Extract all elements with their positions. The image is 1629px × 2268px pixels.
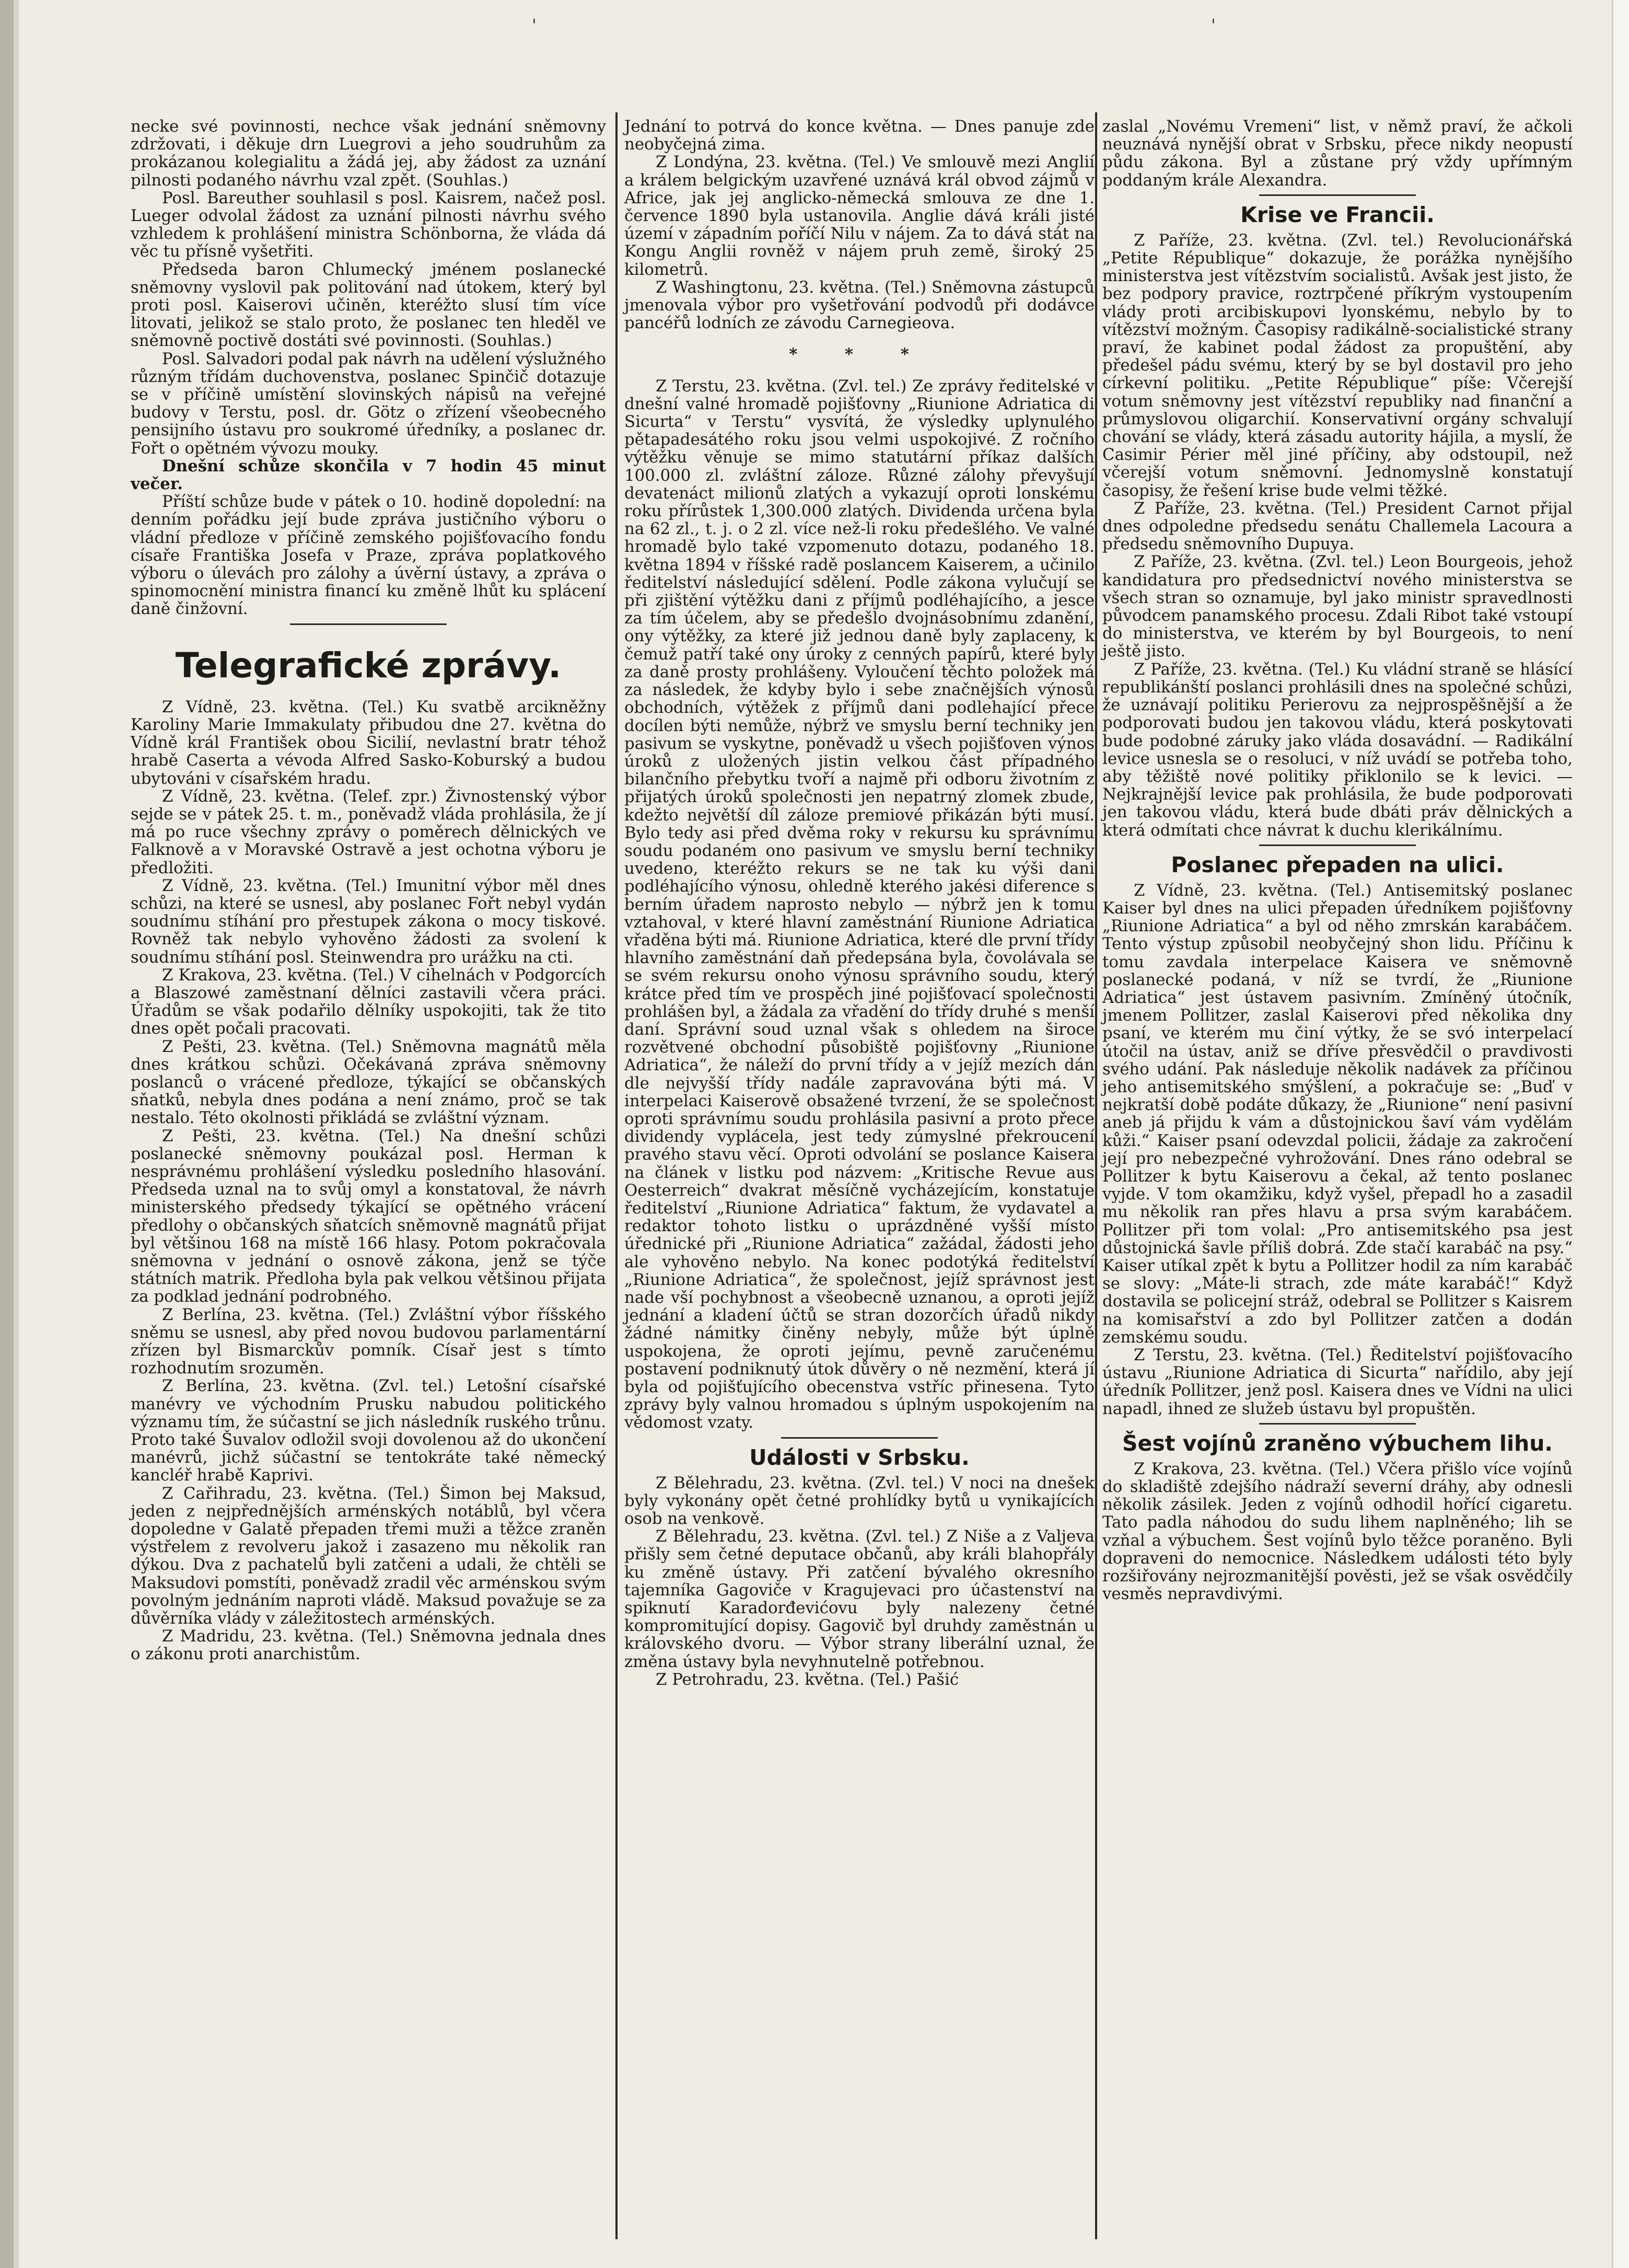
telegram-item: Z Vídně, 23. května. (Tel.) Ku svatbě arcikněžny Karoliny Marie Immakulaty přibudou dne 27. května do Vídně král František obou Sicilií, nevlastní bratr téhož hrabě Caserta a vévoda Alfred Sasko-Koburský a budou ubytováni v císařském hradu.: [131, 697, 606, 788]
telegram-item: Z Bělehradu, 23. května. (Zvl. tel.) V noci na dnešek byly vykonány opět četné prohlídky bytů u vynikajících osob na venkově.: [624, 1473, 1095, 1529]
telegram-item: Z Vídně, 23. května. (Tel.) Antisemitský poslanec Kaiser byl dnes na ulici přepaden úředníkem pojišťovny „Riunione Adriatica“ a byl od něho zmrskán karabáčem. Tento výstup způsobil neobyčejný shon lidu. Příčinu k tomu zavdala interpelace Kaisera ve sněmovně poslanecké podaná, v níž se tvrdí, že „Riunione Adriatica“ jest ústavem pasivním. Zmíněný útočník, jmenem Pollitzer, zaslal Kaiserovi před několika dny psaní, ve kterém mu činí výtky, že se svó interpelací útočil na ústav, aniž se dříve přesvědčil o pravdivosti svého udání. Pak následuje několik nadávek za příčinou jeho antisemitského smýšlení, a pokračuje se: „Buď v nejkratší době podáte důkazy, že „Riunione“ není pasivní aneb já přijdu k vám a důstojnickou šaví vám vydělám kůži.“ Kaiser psaní odevzdal policii, žádaje za zakročení její pro nebezpečné vyhrožování. Dnes ráno odebral se Pollitzer k bytu Kaiserovu a čekal, až tento poslanec vyjde. V tom okamžiku, když vyšel, přepadl ho a zasadil mu několik ran přes hlavu a prsa svým karabáčem. Pollitzer při tom volal: „Pro antisemitského psa jest důstojnická šavle příliš dobrá. Zde stačí karabáč na psy.“ Kaiser utíkal zpět k bytu a Pollitzer hodil za ním karabáč se slovy: „Máte-li strach, zde máte karabáč!“ Když dostavila se policejní stráž, odebral se Pollitzer s Kaisrem na komisařství a zdo byl Pollitzer zatčen a dodán zemskému soudu.: [1102, 881, 1573, 1347]
telegram-item: Z Terstu, 23. května. (Zvl. tel.) Ze zprávy ředitelské v dnešní valné hromadě pojišťovny „Riunione Adriatica di Sicurta“ v Terstu“ vysvítá, že výsledky uplynulého pětapadesátého roku jsou velmi uspokojivé. Z ročního výtěžku věnuje se mimo statutární příkaz dalších 100.000 zl. zvláštní záloze. Různé zálohy převyšují devatenáct milionů zlatých a vykazují oproti lonskému roku přírůstek 1,300.000 zlatých. Dividenda určena byla na 62 zl., t. j. o 2 zl. více než-li roku předešlého. Ve valné hromadě bylo také vzpomenuto dotazu, podaného 18. května 1894 v říšské radě poslancem Kaiserem, a učinilo ředitelství následující sdělení. Podle zákona vylučují se při zjištění výtěžku dani z příjmů podléhajícího, a jesce za tím účelem, aby se předešlo dvojnásobnímu zdanění, ony výtěžky, za které již jednou daně byly zaplaceny, k čemuž patří také ony úroky z cenných papírů, které byly za daně prosty prohlášeny. Vyloučení těchto položek má za následek, že kdyby bylo i sebe značnějších výnosů obchodních, výtěžek z příjmů dani podlehající přece docílen býti nemůže, nýbrž ve smyslu berní techniky jen pasivum se vyskytne, poněvadž u všech pojišťoven výnos úroků z uložených jistin velkou část případného bilančního přebytku tvoří a najmě při odboru životním z přijatých úroků společnosti jen nepatrný zlomek zbude, kdežto největší díl záloze premiové přikázán býti musí. Bylo tedy asi před dvěma roky v rekursu ku správnímu soudu podaném ono pasivum ve smyslu berní techniky uvedeno, kteréžto rekurs se ne tak ku výši dani podléhajícího výnosu, ohledně kterého jakési diference s berním úřadem naprosto nebylo — nýbrž jen k tomu vztahoval, v které hlavní zaměstnání Riunione Adriatica vřaděna býti má. Riunione Adriatica, které dle první třídy hlavního zaměstnání daň předepsána byla, čovolávala se se svém rekursu onoho výnosu správního soudu, který krátce před tím ve prospěch jiné pojišťovací společnosti prohlášen byl, a žádala za vřadění do třídy druhé s menší daní. Správní soud uznal však s ohledem na široce rozvětvené obchodní působiště pojišťovny „Riunione Adriatica“, že náleží do první třídy a v jejíž mezích dán dle nejvyšší třídy nadále zapravována býti má. V interpelaci Kaiserově obsažené tvrzení, že se společnost oproti správnímu soudu prohlásila pasivní a proto přece dividendy vyplácela, jest tedy zúmyslné překroucení pravého stavu věcí. Oproti odvolání se poslance Kaisera na článek v listku pod názvem: „Kritische Revue aus Oesterreich“ dvakrat měsíčně vycházejícím, konstatuje ředitelství „Riunione Adriatica“ faktum, že vydavatel a redaktor tohoto listku o uprázdněné vyšší místo úřednické při „Riunione Adriatica“ zažádal, žádosti jeho ale vyhověno nebylo. Na konec podotýká ředitelství „Riunione Adriatica“, že společnost, jejíž správnost jest nade vší pochybnost a všeobecně uznanou, a oproti jejíž jednání a kladení účtů se stran dozorčích úřadů nikdy žádné námitky činěny nebyly, může být úplně uspokojena, že oproti jejímu, pevně zaručenému postavení podniknutý útok důvěry o ně nezmění, která jí byla od pojišťujícího obecenstva vstříc přinesena. Tyto zprávy byly valnou hromadou s úplným uspokojením na vědomost vzaty.: [624, 376, 1095, 1432]
col3-paragraph: zaslal „Novému Vremeni“ list, v němž praví, že ačkoli neuznává nynější obrat v Srbsku, přece nikdy neopustí půdu zákona. Byl a zůstane prý vždy upřímným poddaným krále Alexandra.: [1102, 117, 1573, 190]
col1-paragraph: Předseda baron Chlumecký jménem poslanecké sněmovny vyslovil pak politování nad útokem, který byl proti posl. Kaiserovi učiněn, kteréžto slusí tím více litovati, jelikož se stalo proto, že poslanec ten hleděl ve sněmovně poctivě dostáti své povinnosti. (Souhlas.): [131, 260, 606, 351]
telegram-item: Z Berlína, 23. května. (Zvl. tel.) Letošní císařské manévry ve východním Prusku nabudou politického významu tím, že súčastní se jich následník ruského trůnu. Proto také Šuvalov odložil svoji dovolenou až do ukončení manévrů, jichž súčastní se tentokráte také německý kancléř hrabě Kaprivi.: [131, 1376, 606, 1485]
telegram-item: Z Paříže, 23. května. (Tel.) President Carnot přijal dnes odpoledne předsedu senátu Challemela Lacoura a předsedu sněmovního Dupuya.: [1102, 499, 1573, 554]
telegram-item: Z Madridu, 23. května. (Tel.) Sněmovna jednala dnes o zákonu proti anarchistům.: [131, 1627, 606, 1664]
heading-telegraficke-zpravy: Telegrafické zprávy.: [175, 645, 562, 686]
column-2: [624, 118, 1095, 1688]
telegram-item: Z Vídně, 23. května. (Tel.) Imunitní výbor měl dnes schůzi, na které se usnesl, aby poslanec Fořt nebyl vydán soudnímu stíhání pro přestupek zákona o mocy tiskové. Rovněž tak nebylo vyhověno žádosti za svolení k soudnímu stíhání posl. Steinwendra pro urážku na cti.: [131, 876, 606, 967]
col2-paragraph: Jednání to potrvá do konce května. — Dnes panuje zde neobyčejná zima.: [624, 117, 1095, 154]
telegram-item: Z Pešti, 23. května. (Tel.) Na dnešní schůzi poslanecké sněmovny poukázal posl. Herman k nesprávnému prohlášení výsledku posledního hlasování. Předseda uznal na to svůj omyl a konstatoval, že návrh ministerského předsedy týkající se opětného vrácení předlohy o občanských sňatcích sněmovně magnátů přijat byl většinou 168 na místě 166 hlasy. Potom pokračovala sněmovna v jednání o osnově zákona, jenž se týče státních matrik. Předloha byla pak velkou většinou přijata za podklad jednání podrobného.: [131, 1126, 606, 1306]
telegram-item: Z Petrohradu, 23. května. (Tel.) Pašić: [656, 1670, 959, 1689]
telegram-item: Z Terstu, 23. května. (Tel.) Ředitelství pojišťovacího ústavu „Riunione Adriatica di Sicurta“ nařídilo, aby její úředník Pollitzer, jenž posl. Kaisera dnes ve Vídni na ulici napadl, ihned ze služeb ústavu byl propuštěn.: [1102, 1346, 1573, 1418]
column-rule-1: [615, 112, 618, 2239]
page-gutter-shade: [14, 0, 19, 2268]
section-divider: [1259, 1423, 1416, 1425]
page-gutter-left: [0, 0, 14, 2268]
asterism: * * *: [789, 345, 930, 364]
telegram-item: Z Cařihradu, 23. května. (Tel.) Šimon bej Maksud, jeden z nejpřednějších arménských notáblů, byl včera dopoledne v Galatě přepaden třemi muži a těžce zraněn výstřelem z revolveru jakož i zasazeno mu několik ran dýkou. Dva z pachatelů byli zatčeni a udali, že chtěli se Maksudovi pomstíti, poněvadž zradil věc arménskou svým povolným jednáním naproti vládě. Maksud považuje se za důvěrníka vlády v záležitostech arménských.: [131, 1484, 606, 1628]
column-1: [131, 118, 606, 1663]
col1-paragraph: Posl. Salvadori podal pak návrh na udělení výslužného různým třídám duchovenstva, poslanec Spinčič dotazuje se v příčině umístění slovinských nápisů na veřejné budovy v Terstu, posl. dr. Götz o zřízení všeobecného pensijního ústavu pro soukromé úředníky, a poslanec dr. Fořt o opětném vývozu mouky.: [131, 349, 606, 458]
telegram-item: Z Vídně, 23. května. (Telef. zpr.) Živnostenský výbor sejde se v pátek 25. t. m., poněvadž vláda prohlásila, že jí má po ruce všechny zprávy o poměrech dělnických ve Falknově a v Moravské Ostravě a jest ochotna výboru je předložiti.: [131, 786, 606, 877]
telegram-item: Z Paříže, 23. května. (Zvl. tel.) Leon Bourgeois, jehož kandidatura pro předsednictví nového ministerstva se všech stran so oznamuje, byl jako ministr spravedlnosti původcem panamského procesu. Zdali Ribot také vstoupí do ministerstva, ve kterém by byl Bourgeois, to není ještě jisto.: [1102, 552, 1573, 661]
section-divider: [781, 1437, 938, 1439]
col1-paragraph: Příští schůze bude v pátek o 10. hodině dopolední: na denním pořádku její bude zpráva justičního výboru o vládní předloze v příčině zemského pojišťovacího fondu císaře Františka Josefa v Praze, zpráva poplatkového výboru o úlevách pro zálohy a úvěrní ústavy, a zpráva o spinomocnění ministra financí ku změně lhůt ku splácení daně činžovní.: [131, 492, 606, 619]
telegram-item: Z Berlína, 23. května. (Tel.) Zvláštní výbor říšského sněmu se usnesl, aby před novou budovou parlamentární zřízen byl Bismarckův pomník. Císař jest s tímto rozhodnutím srozuměn.: [131, 1305, 606, 1378]
section-divider: [1259, 194, 1416, 196]
scan-mark-top-right: ˈ: [1211, 16, 1216, 36]
telegram-item: Z Washingtonu, 23. května. (Tel.) Sněmovna zástupců jmenovala výbor pro vyšetřování podvodů při dodávce pancéřů lodních ze závodu Carnegieova.: [624, 277, 1095, 333]
heading-krise-ve-francii: Krise ve Francii.: [1240, 202, 1435, 227]
col1-paragraph: Dnešní schůze skončila v 7 hodin 45 minut večer.: [131, 456, 606, 494]
telegram-item: Z Krakova, 23. května. (Tel.) V cihelnách v Podgorcích a Blaszowé zaměstnaní dělníci zastavili včera práci. Úřadům se však podařilo dělníky uspokojiti, tak že tito dnes opět počali pracovati.: [131, 965, 606, 1038]
telegram-item: Z Pešti, 23. května. (Tel.) Sněmovna magnátů měla dnes krátkou schůzi. Očekávaná zpráva sněmovny poslanců o vrácené předloze, týkající se občanských sňatků, nebyla dnes podána a není známo, proč se tak nestalo. Této okolnosti přikládá se zvláštní význam.: [131, 1037, 606, 1128]
col1-paragraph: necke své povinnosti, nechce však jednání sněmovny zdržovati, i děkuje drn Luegrovi a jeho soudruhům za prokázanou kolegialitu a žádá jej, aby žádost za uznání pilnosti podaného návrhu vzal zpět. (Souhlas.): [131, 117, 606, 190]
telegram-item: Z Paříže, 23. května. (Tel.) Ku vládní straně se hlásící republikánští poslanci prohlásili dnes na společné schůzi, že uznávají politiku Perierovu za nejprospěšnější a že podporovati budou jen takovou vládu, která poskytovati bude podobné záruky jako vláda dosavádní. — Radikální levice usnesla se o resoluci, v níž uvádí se potřeba toho, aby těžiště nové politiky přiklonilo se k levici. — Nejkrajnější levice pak prohlásila, že bude podporovati jen takovou vládu, která bude dbáti práv dělnických a která odmítati chce návrat k duchu klerikálnímu.: [1102, 659, 1573, 840]
column-rule-2: [1095, 112, 1097, 2239]
telegram-item: Z Bělehradu, 23. května. (Zvl. tel.) Z Niše a z Valjeva přišly sem četné deputace občanů, aby králi blahopřály ku změně ústavy. Při zatčení bývalého okresního tajemníka Gagoviče v Kragujevaci pro účastenství na spiknutí Karadorđevićovu byly nalezeny četné kompromitující dopisy. Gagovič byl druhdy zaměstnán u královského dvoru. — Výbor strany liberální uznal, že změna ústavy byla nevyhnutelně potřebnou.: [624, 1527, 1095, 1671]
heading-poslanec-prepaden: Poslanec přepaden na ulici.: [1171, 852, 1504, 877]
section-divider: [1259, 844, 1416, 846]
heading-udalosti-v-srbsku: Události v Srbsku.: [749, 1444, 970, 1470]
heading-sest-vojinu: Šest vojínů zraněno výbuchem lihu.: [1122, 1430, 1553, 1456]
col1-paragraph: Posl. Bareuther souhlasil s posl. Kaisrem, načež posl. Lueger odvolal žádost za uznání pilnosti návrhu svého vzhledem k prohlášení ministra Schönborna, že vláda dá věc tu přísně vyšetřiti.: [131, 188, 606, 261]
scan-mark-top: ˈ: [532, 16, 537, 36]
telegram-item: Z Paříže, 23. května. (Zvl. tel.) Revolucionářská „Petite République“ dokazuje, že porážka nynějšího ministerstva jest vítězstvím socialistů. Avšak jest jisto, že bez podpory pravice, roztrpčené příkrým vystoupením vlády proti arcibiskupovi lyonskému, nebylo by to vítězství možným. Časopisy radikálně-socialistické strany praví, že kabinet podal žádost za propuštění, aby předešel pádu svému, který by se byl dostavil pro jeho církevní politiku. „Petite République“ píše: Včerejší votum sněmovny jest vítězství republiky nad finanční a průmyslovou oligarchií. Konservativní orgány schvalují chování se vlády, která zásadu autority hájila, a myslí, že Casimir Périer měl jiné příčiny, aby odstoupil, než včerejší votum sněmovní. Jednomyslně konstatují časopisy, že řešení krise bude velmi těžké.: [1102, 230, 1573, 500]
page-edge-right: [1612, 0, 1629, 2268]
column-3: [1102, 118, 1573, 1603]
section-divider: [290, 623, 447, 625]
telegram-item: Z Krakova, 23. května. (Tel.) Včera přišlo více vojínů do skladiště zdejšího nádraží severní dráhy, aby odnesli několik zásilek. Jeden z vojínů odhodil hořící cigaretu. Tato padla náhodou do sudu lihem naplněného; lih se vzňal a výbuchem. Šest vojínů bylo těžce poraněno. Byli dopraveni do nemocnice. Následkem události této byly rozšiřovány nejrozmanitější pověsti, jež se však osvědčily vesměs nepravdivými.: [1102, 1459, 1573, 1604]
telegram-item: Z Londýna, 23. května. (Tel.) Ve smlouvě mezi Anglií a králem belgickým uzavřené uznává král obvod zájmů v Africe, jak jej anglicko-německá smlouva ze dne 1. července 1890 byla ustanovila. Anglie dává králi jisté území v západním poříčí Nilu v nájem. Za to dává stát na Kongu Anglii rovněž v nájem pruh země, široký 25 kilometrů.: [624, 153, 1095, 279]
